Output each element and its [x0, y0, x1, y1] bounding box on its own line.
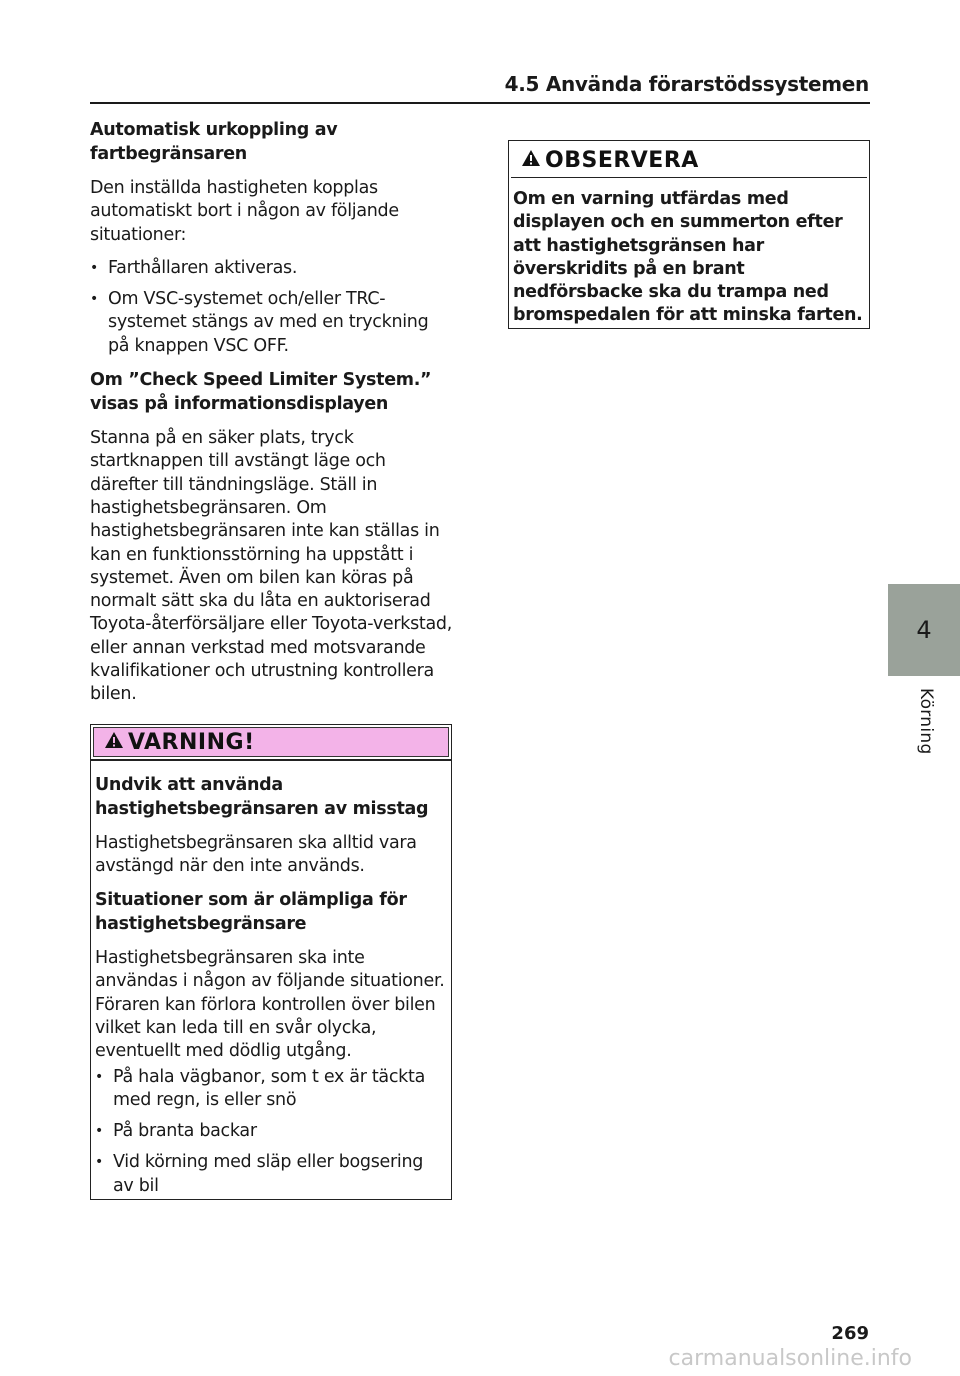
warning-label: VARNING! — [128, 729, 255, 755]
left-column — [90, 118, 452, 717]
notice-box — [508, 140, 870, 329]
warning-body — [91, 761, 451, 1199]
page-number: 269 — [831, 1323, 869, 1344]
list-item: • Vid körning med släp eller bogsering av bil — [95, 1151, 447, 1198]
paragraph-auto-disconnect: Den inställda hastigheten kopplas automatiskt bort i någon av följande situationer: — [90, 178, 399, 245]
paragraph-check-system: Stanna på en säker plats, tryck startknappen till avstängt läge och därefter till tändningsläge. Ställ in hastighetsbegränsaren. Om hastighetsbegränsaren inte kan ställas in kan en funktionsstörning ha uppstått i systemet. Även om bilen kan köras på normalt sätt ska du låta en auktoriserad Toyota-återförsäljare eller Toyota-verkstad, eller annan verkstad med motsvarande kvalifikationer och utrustning kontrollera bilen. — [90, 428, 452, 705]
warning-triangle-icon — [104, 731, 124, 753]
list-item: • Om VSC-systemet och/eller TRC-systemet stängs av med en tryckning på knappen VSC OFF. — [90, 288, 452, 358]
warning-bullet-list — [95, 1066, 447, 1198]
heading-auto-disconnect: Automatisk urkoppling av fartbegränsaren — [90, 120, 338, 164]
warning-box — [90, 724, 452, 1200]
warning-heading-situations: Situationer som är olämpliga för hastighetsbegränsare — [95, 890, 407, 935]
watermark: carmanualsonline.info — [668, 1346, 912, 1371]
notice-label: OBSERVERA — [545, 147, 699, 173]
notice-header — [511, 143, 867, 178]
chapter-number: 4 — [916, 616, 932, 644]
list-item: • Farthållaren aktiveras. — [90, 257, 452, 280]
chapter-label: Körning — [916, 688, 936, 755]
notice-text: Om en varning utfärdas med displayen och en summerton efter att hastighetsgränsen har överskridits på en brant nedförsbacke ska du trampa ned bromspedalen för att minska farten. — [513, 189, 863, 326]
warning-paragraph-misuse: Hastighetsbegränsaren ska alltid vara avstängd när den inte används. — [95, 832, 417, 876]
heading-check-system: Om ”Check Speed Limiter System.” visas på informationsdisplayen — [90, 370, 432, 415]
header-divider — [90, 102, 870, 104]
section-title: 4.5 Använda förarstödssystemen — [504, 72, 869, 96]
warning-header — [93, 727, 449, 757]
notice-triangle-icon — [521, 149, 541, 171]
warning-heading-misuse: Undvik att använda hastighetsbegränsaren av misstag — [95, 774, 429, 819]
list-item: • På branta backar — [95, 1120, 447, 1143]
warning-paragraph-situations: Hastighetsbegränsaren ska inte användas i någon av följande situationer. Föraren kan förlora kontrollen över bilen vilket kan leda till en svår olycka, eventuellt med dödlig utgång. — [95, 948, 445, 1062]
chapter-tab[interactable] — [888, 584, 960, 676]
list-item: • På hala vägbanor, som t ex är täckta med regn, is eller snö — [95, 1066, 447, 1113]
bullet-list-disconnect — [90, 257, 452, 358]
